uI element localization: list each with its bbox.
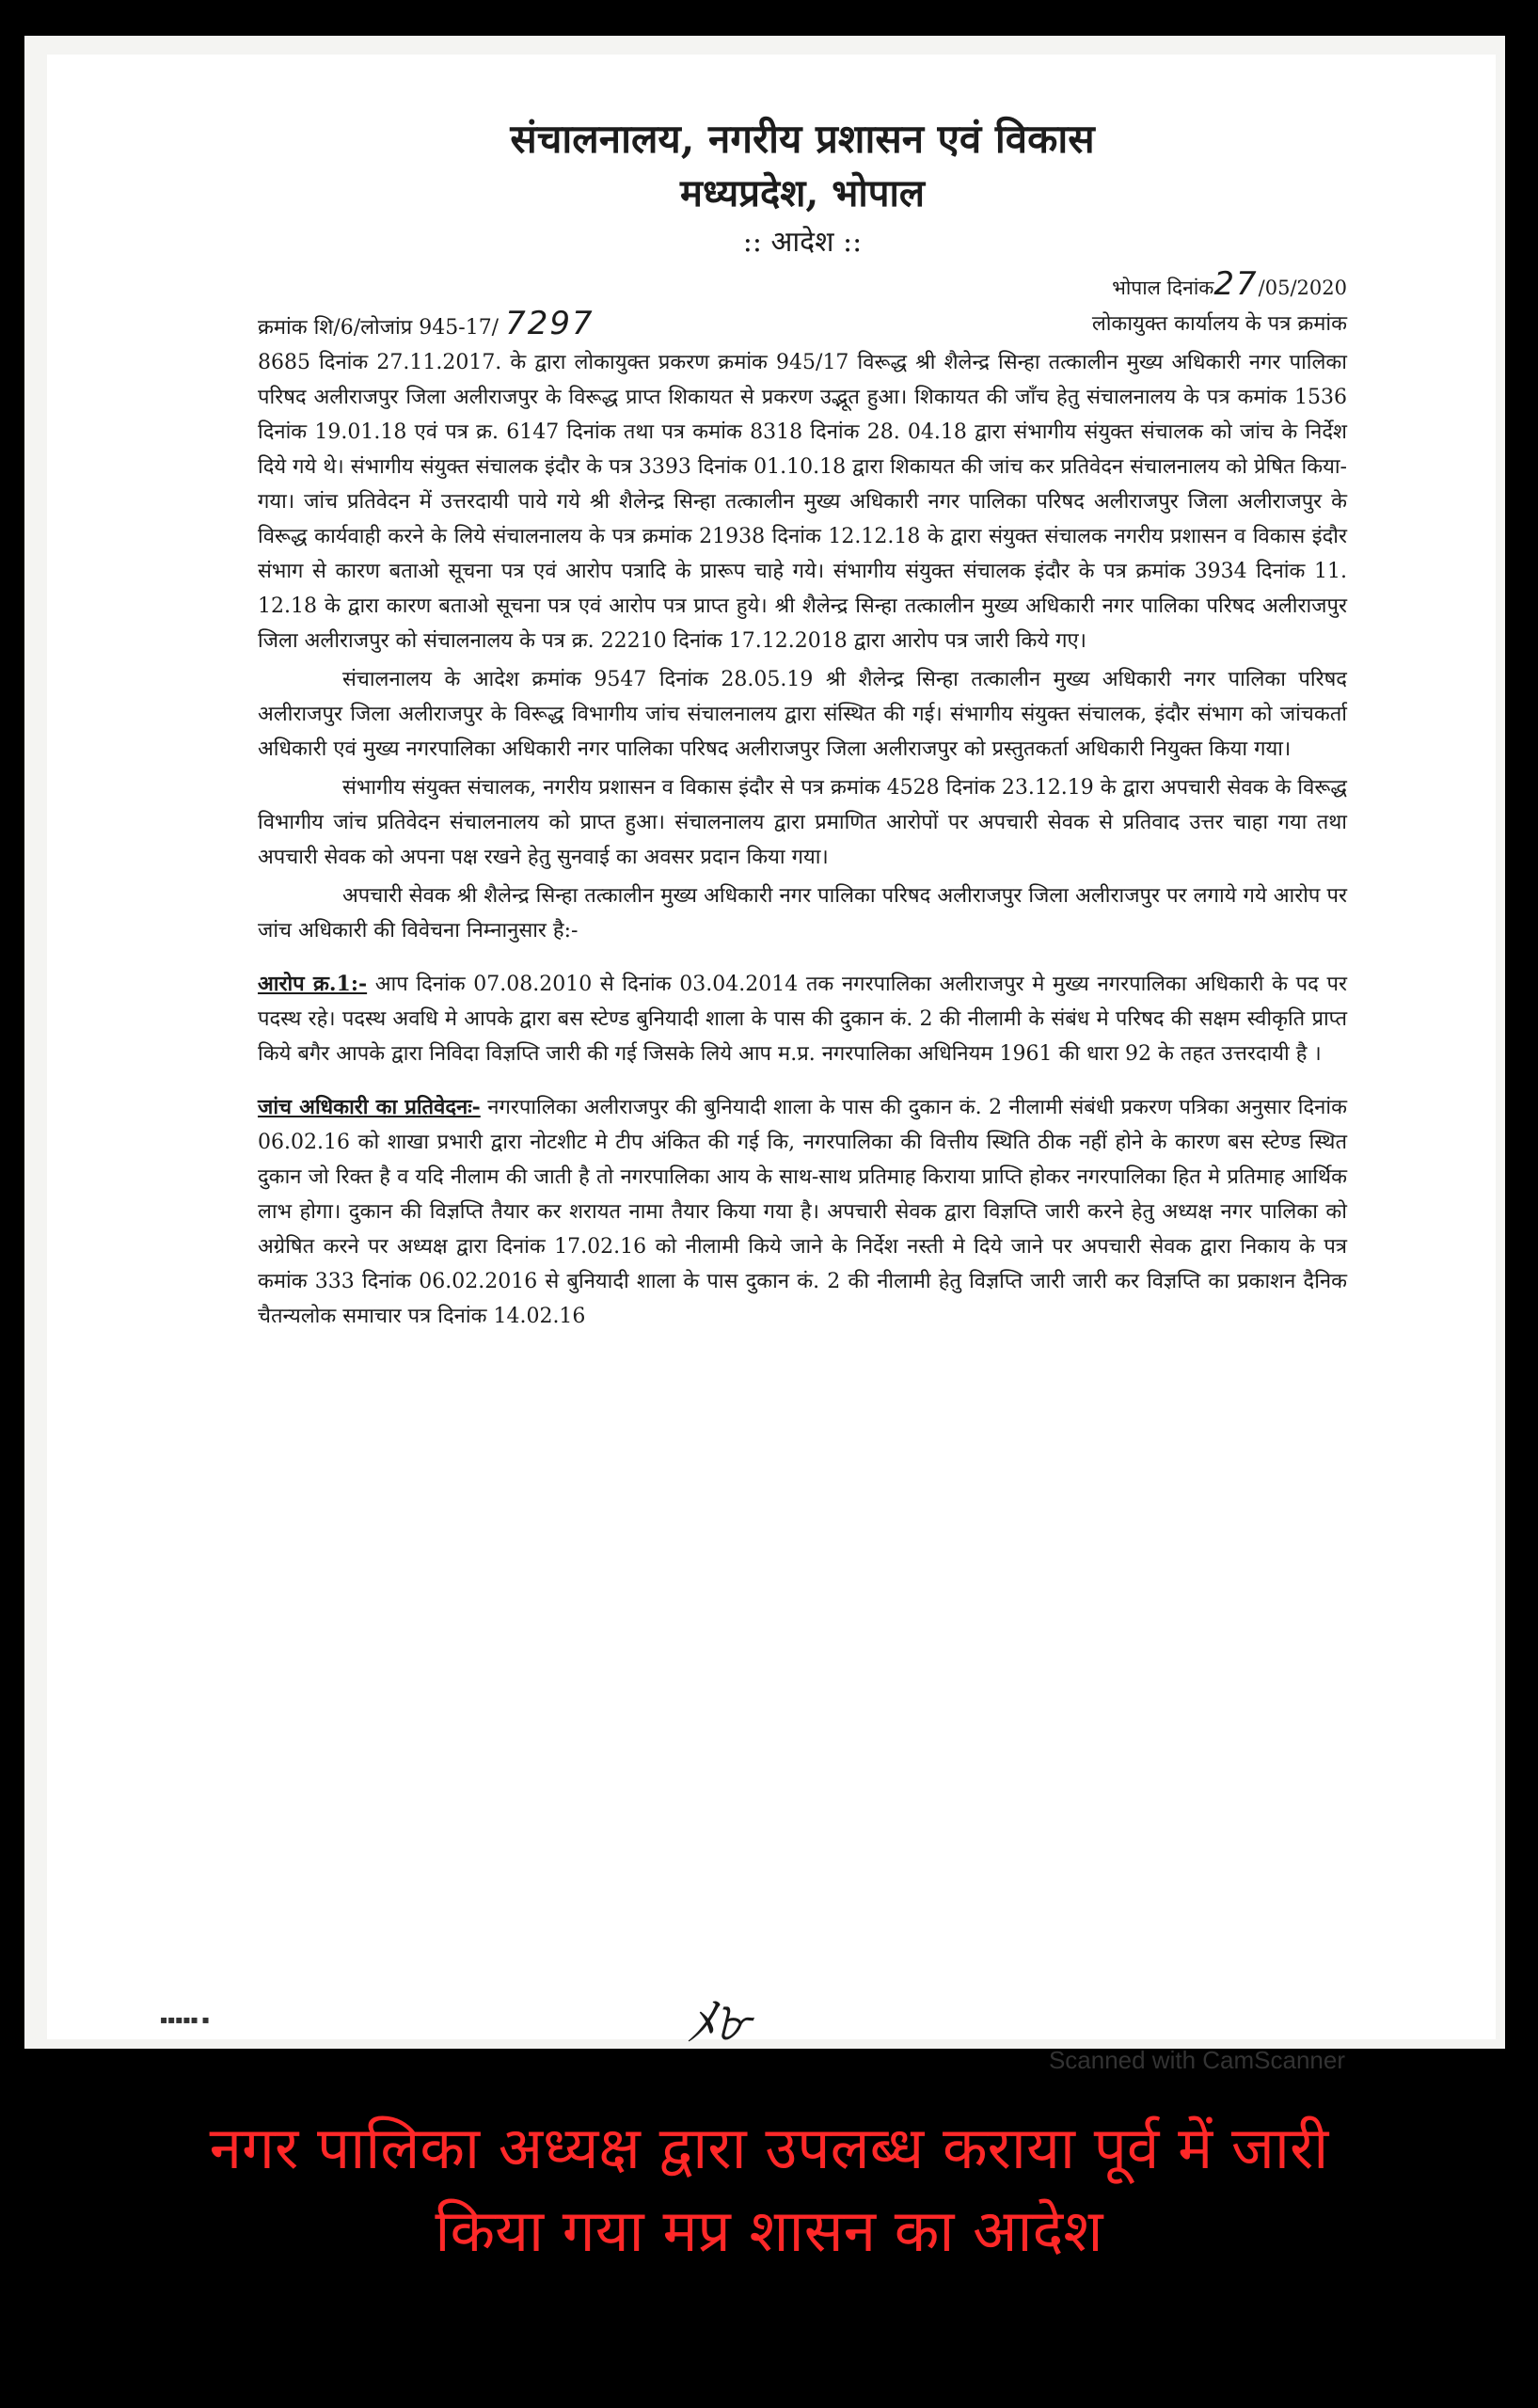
reference-prefix: क्रमांक शि/6/लोजांप्र 945-17/: [258, 316, 499, 340]
date-label: भोपाल दिनांक: [1112, 277, 1214, 299]
header-location: मध्यप्रदेश, भोपाल: [680, 171, 925, 215]
paragraph-1: 8685 दिनांक 27.11.2017. के द्वारा लोकायुक्त प्रकरण क्रमांक 945/17 विरूद्ध श्री शैलेन्द्र सिन्हा तत्कालीन मुख्य अधिकारी नगर पालिका परिषद अलीराजपुर जिला अलीराजपुर के विरूद्ध प्राप्त शिकायत से प्रकरण उद्भूत हुआ। शिकायत की जाँच हेतु संचालनालय के पत्र कमांक 1536 दिनांक 19.01.18 एवं पत्र क्र. 6147 दिनांक तथा पत्र कमांक 8318 दिनांक 28. 04.18 द्वारा संभागीय संयुक्त संचालक को जांच के निर्देश दिये गये थे। संभागीय संयुक्त संचालक इंदौर के पत्र 3393 दिनांक 01.10.18 द्वारा शिकायत की जांच कर प्रतिवेदन संचालनालय को प्रेषित किया-गया। जांच प्रतिवेदन में उत्तरदायी पाये गये श्री शैलेन्द्र सिन्हा तत्कालीन मुख्य अधिकारी नगर पालिका परिषद अलीराजपुर जिला अलीराजपुर के विरूद्ध कार्यवाही करने के लिये संचालनालय के पत्र क्रमांक 21938 दिनांक 12.12.18 के द्वारा संयुक्त संचालक नगरीय प्रशासन व विकास इंदौर संभाग से कारण बताओ सूचना पत्र एवं आरोप पत्रादि के प्रारूप चाहे गये। संभागीय संयुक्त संचालक इंदौर के पत्र क्रमांक 3934 दिनांक 11. 12.18 के द्वारा कारण बताओ सूचना पत्र एवं आरोप पत्र प्राप्त हुये। श्री शैलेन्द्र सिन्हा तत्कालीन मुख्य अधिकारी नगर पालिका परिषद अलीराजपुर जिला अलीराजपुर को संचालनालय के पत्र क्र. 22210 दिनांक 17.12.2018 द्वारा आरोप पत्र जारी किये गए।: [258, 351, 1347, 653]
paragraph-3: संभागीय संयुक्त संचालक, नगरीय प्रशासन व विकास इंदौर से पत्र क्रमांक 4528 दिनांक 23.12.19 के द्वारा अपचारी सेवक के विरूद्ध विभागीय जांच प्रतिवेदन संचालनालय को प्राप्त हुआ। संचालनालय द्वारा प्रमाणित आरोपों पर अपचारी सेवक से प्रतिवाद उत्तर चाहा गया तथा अपचारी सेवक को अपना पक्ष रखने हेतु सुनवाई का अवसर प्रदान किया गया।: [258, 776, 1347, 869]
date-line: [258, 265, 1347, 307]
charge-text: आप दिनांक 07.08.2010 से दिनांक 03.04.2014 तक नगरपालिका अलीराजपुर मे मुख्य नगरपालिका अधिकारी के पद पर पदस्थ रहे। पदस्थ अवधि मे आपके द्वारा बस स्टेण्ड बुनियादी शाला के पास की दुकान कं. 2 की नीलामी के संबंध मे परिषद की सक्षम स्वीकृति प्राप्त किये बगैर आपके द्वारा निविदा विज्ञप्ति जारी की गई जिसके लिये आप म.प्र. नगरपालिका अधिनियम 1961 की धारा 92 के तहत उत्तरदायी है ।: [258, 973, 1347, 1066]
reference-handwritten: 7297: [505, 305, 595, 342]
report-paragraph: [258, 1090, 1347, 1334]
reference-number: [258, 307, 595, 345]
header-directorate: संचालनालय, नगरीय प्रशासन एवं विकास: [510, 116, 1095, 162]
paragraph-2: संचालनालय के आदेश क्रमांक 9547 दिनांक 28.05.19 श्री शैलेन्द्र सिन्हा तत्कालीन मुख्य अधिकारी नगर पालिका परिषद अलीराजपुर जिला अलीराजपुर के विरूद्ध विभागीय जांच संचालनालय द्वारा संस्थित की गई। संभागीय संयुक्त संचालक, इंदौर संभाग को जांचकर्ता अधिकारी एवं मुख्य नगरपालिका अधिकारी नगर पालिका परिषद अलीराजपुर जिला अलीराजपुर को प्रस्तुतकर्ता अधिकारी नियुक्त किया गया।: [258, 668, 1347, 761]
document-body: [258, 111, 1347, 1334]
reference-right: लोकायुक्त कार्यालय के पत्र क्रमांक: [1091, 312, 1347, 336]
signature: ﾒ৮: [687, 1990, 750, 2054]
order-title: :: आदेश ::: [742, 226, 863, 259]
charge-heading: आरोप क्र.1:-: [258, 972, 368, 996]
caption-banner: [0, 2107, 1538, 2273]
paragraph-4: अपचारी सेवक श्री शैलेन्द्र सिन्हा तत्कालीन मुख्य अधिकारी नगर पालिका परिषद अलीराजपुर जिला अलीराजपुर पर लगाये गये आरोप पर जांच अधिकारी की विवेचना निम्नानुसार है:-: [258, 884, 1347, 943]
scanned-document: [24, 36, 1505, 2074]
footer-mark: ▪▪▪▪▪ ▪: [160, 2013, 210, 2026]
report-text: नगरपालिका अलीराजपुर की बुनियादी शाला के पास की दुकान कं. 2 नीलामी संबंधी प्रकरण पत्रिका अनुसार दिनांक 06.02.16 को शाखा प्रभारी द्वारा नोटशीट मे टीप अंकित की गई कि, नगरपालिका की वित्तीय स्थिति ठीक नहीं होने के कारण बस स्टेण्ड स्थित दुकान जो रिक्त है व यदि नीलाम की जाती है तो नगरपालिका आय के साथ-साथ प्रतिमाह किराया प्राप्ति होकर नगरपालिका हित मे प्रतिमाह आर्थिक लाभ होगा। दुकान की विज्ञप्ति तैयार कर शरायत नामा तैयार किया गया है। अपचारी सेवक द्वारा विज्ञप्ति जारी करने हेतु अध्यक्ष नगर पालिका को अग्रेषित करने पर अध्यक्ष द्वारा दिनांक 17.02.16 को नीलामी किये जाने के निर्देश नस्ती मे दिये जाने पर अपचारी सेवक द्वारा निकाय के पत्र कमांक 333 दिनांक 06.02.2016 से बुनियादी शाला के पास दुकान कं. 2 की नीलामी हेतु विज्ञप्ति जारी जारी कर विज्ञप्ति का प्रकाशन दैनिक चैतन्यलोक समाचार पत्र दिनांक 14.02.16: [258, 1096, 1347, 1328]
date-handwritten: 27: [1213, 265, 1259, 303]
scanned-label: Scanned with CamScanner: [1048, 2046, 1345, 2074]
caption-line-2: किया गया मप्र शासन का आदेश: [435, 2196, 1103, 2265]
date-rest: /05/2020: [1258, 277, 1347, 299]
reference-line: [258, 307, 1347, 345]
charge-paragraph: [258, 967, 1347, 1071]
report-heading: जांच अधिकारी का प्रतिवेदनः-: [258, 1095, 481, 1119]
document-page: [47, 55, 1496, 2074]
caption-line-1: नगर पालिका अध्यक्ष द्वारा उपलब्ध कराया पूर्व में जारी: [209, 2114, 1329, 2182]
